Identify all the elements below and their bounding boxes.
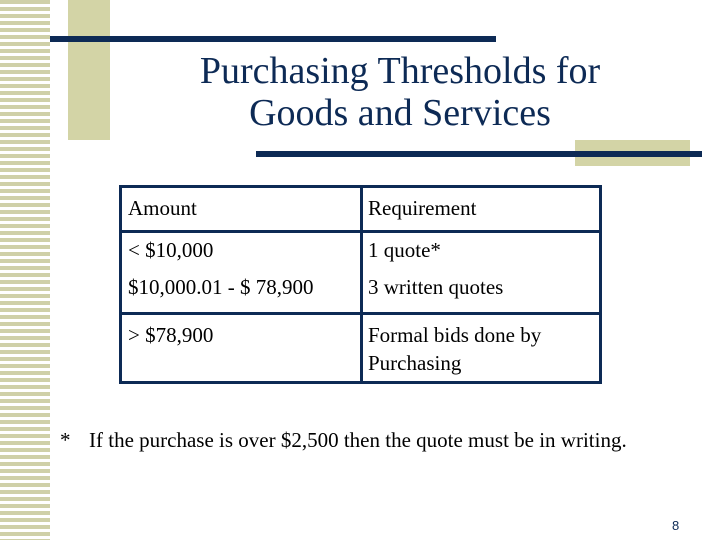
table-header-amount: Amount — [128, 196, 197, 220]
table-cell-requirement-1: 1 quote* — [368, 238, 441, 262]
accent-block-left — [68, 0, 110, 140]
title-rule-bottom — [256, 151, 702, 157]
page-number: 8 — [672, 518, 680, 533]
slide-title-line-1: Purchasing Thresholds for — [199, 50, 601, 92]
table-column-divider — [360, 188, 363, 381]
table-cell-requirement-2: 3 written quotes — [368, 275, 504, 299]
table-header-requirement: Requirement — [368, 196, 477, 220]
table-cell-amount-3: > $78,900 — [128, 323, 214, 347]
left-stripe-decoration — [0, 0, 50, 540]
table-cell-amount-1: < $10,000 — [128, 238, 214, 262]
table-cell-requirement-3: Formal bids done by Purchasing — [368, 323, 542, 375]
thresholds-table — [119, 185, 602, 384]
footnote-marker: * — [60, 428, 71, 452]
footnote-text: If the purchase is over $2,500 then the quote must be in writing. — [89, 428, 627, 452]
table-cell-amount-2: $10,000.01 - $ 78,900 — [128, 275, 314, 299]
table-row-divider — [122, 312, 599, 315]
table-header-divider — [122, 230, 599, 233]
title-rule-top — [50, 36, 496, 42]
slide-title-line-2: Goods and Services — [249, 92, 551, 134]
slide-title — [140, 50, 660, 134]
